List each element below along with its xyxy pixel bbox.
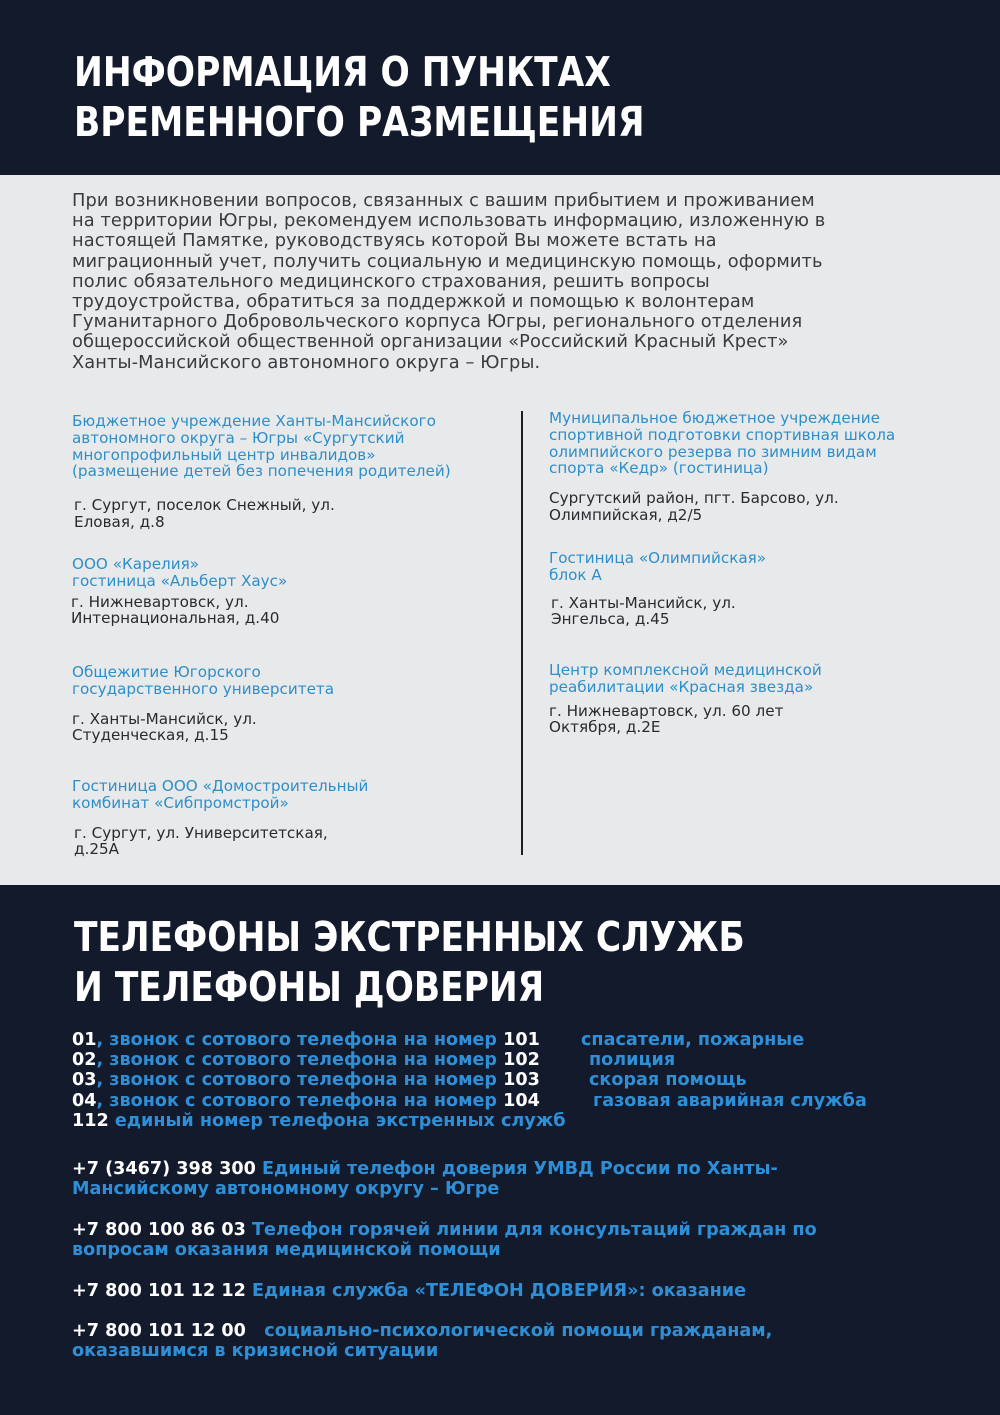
- hotline-text: вопросам оказания медицинской помощи: [72, 1240, 501, 1261]
- facility-address-line: г. Ханты-Мансийск, ул.: [551, 593, 736, 612]
- facility-name-line: блок А: [549, 565, 602, 584]
- emergency-row-text: , звонок с сотового телефона на номер: [96, 1070, 504, 1091]
- facility-address-line: г. Ханты-Мансийск, ул.: [72, 709, 257, 728]
- facility-name-line: спортивной подготовки спортивная школа: [549, 425, 896, 444]
- emergency-row: [72, 1030, 972, 1050]
- emergency-row-left: [72, 1030, 540, 1050]
- facility-card-kedr: [549, 410, 895, 524]
- facility-name: [549, 410, 895, 477]
- facility-name-line: ООО «Карелия»: [72, 555, 200, 573]
- hotline-umvd: [72, 1159, 952, 1200]
- hotline-text: социально-психологической помощи гражданам,: [245, 1321, 773, 1341]
- facility-address: [551, 595, 766, 629]
- emergency-row-left: [72, 1050, 540, 1070]
- facility-name: [72, 778, 368, 812]
- emergency-title-line-1: ТЕЛЕФОНЫ ЭКСТРЕННЫХ СЛУЖБ: [74, 913, 745, 961]
- facility-name-line: Гостиница ООО «Домостроительный: [72, 777, 369, 795]
- intro-line: Ханты-Мансийского автономного округа – Югры.: [72, 351, 541, 373]
- facility-address-line: г. Сургут, ул. Университетская,: [74, 823, 328, 842]
- facility-name-line: спорта «Кедр» (гостиница): [549, 459, 769, 478]
- emergency-row-text: , звонок с сотового телефона на номер: [96, 1050, 504, 1071]
- emergency-section: [0, 885, 1000, 1415]
- facility-address: [71, 594, 287, 628]
- facility-address-line: Олимпийская, д2/5: [549, 505, 703, 524]
- emergency-title: [74, 912, 745, 1012]
- emergency-code: 01: [72, 1030, 97, 1050]
- emergency-row: [72, 1050, 972, 1070]
- facility-card-sibpromstroy: [72, 778, 368, 858]
- facility-name-line: Муниципальное бюджетное учреждение: [549, 409, 880, 427]
- emergency-row-text: , звонок с сотового телефона на номер: [96, 1030, 504, 1050]
- emergency-row: [72, 1070, 972, 1090]
- hotline-text: Единый телефон доверия УМВД России по Ханты-: [255, 1159, 778, 1179]
- emergency-row-left: [72, 1070, 540, 1090]
- facility-name-line: автономного округа – Югры «Сургутский: [72, 428, 405, 447]
- facility-address-line: г. Нижневартовск, ул. 60 лет: [549, 701, 784, 720]
- emergency-row: [72, 1091, 972, 1111]
- facility-address-line: г. Сургут, поселок Снежный, ул.: [74, 496, 335, 515]
- unified-number: 112: [72, 1110, 109, 1131]
- facility-card-olimpiyskaya: [549, 550, 766, 628]
- facility-address-line: Энгельса, д.45: [551, 610, 670, 629]
- emergency-code: 03: [72, 1070, 97, 1091]
- facility-name-line: государственного университета: [72, 679, 335, 698]
- hotline-text: Мансийскому автономному округу – Югре: [72, 1179, 500, 1200]
- emergency-row-left: [72, 1111, 566, 1131]
- hotline-text: оказавшимся в кризисной ситуации: [72, 1341, 439, 1362]
- facility-name-line: гостиница «Альберт Хаус»: [72, 571, 288, 590]
- facility-card-surgut-center: [72, 413, 451, 531]
- intro-line: общероссийской общественной организации «Российский Красный Крест»: [72, 331, 789, 353]
- facility-address-line: г. Нижневартовск, ул.: [71, 592, 249, 611]
- page-title: [74, 47, 644, 147]
- emergency-code: 02: [72, 1050, 97, 1071]
- emergency-service-name: скорая помощь: [589, 1070, 747, 1091]
- intro-line: настоящей Памятке, руководствуясь которой Вы можете встать на: [72, 230, 717, 252]
- page-title-line-1: ИНФОРМАЦИЯ О ПУНКТАХ: [74, 48, 611, 96]
- emergency-unified-row: [72, 1111, 972, 1131]
- intro-line: полис обязательного медицинского страхования, решить вопросы: [72, 270, 710, 292]
- facility-card-university-dorm: [72, 664, 334, 744]
- facility-address-line: Октября, д.2Е: [549, 718, 661, 737]
- hotline-text: Единая служба «ТЕЛЕФОН ДОВЕРИЯ»: оказание: [245, 1281, 747, 1301]
- intro-paragraph: [72, 191, 942, 373]
- hotline-text: Телефон горячей линии для консультаций граждан по: [245, 1220, 817, 1240]
- facility-address-line: д.25А: [74, 840, 120, 859]
- hotline-number: +7 (3467) 398 300: [72, 1159, 256, 1179]
- emergency-row-left: [72, 1091, 540, 1111]
- emergency-code: 04: [72, 1090, 97, 1111]
- facility-name: [549, 550, 766, 584]
- emergency-service-name: спасатели, пожарные: [581, 1030, 805, 1050]
- facility-address-line: Сургутский район, пгт. Барсово, ул.: [549, 489, 839, 508]
- facility-name-line: реабилитации «Красная звезда»: [549, 677, 814, 696]
- intro-line: При возникновении вопросов, связанных с вашим прибытием и проживанием: [72, 190, 815, 211]
- facility-name: [72, 556, 287, 590]
- facility-card-krasnaya-zvezda: [549, 662, 822, 736]
- facility-address-line: Студенческая, д.15: [72, 726, 229, 745]
- facility-name: [72, 413, 451, 480]
- emergency-mobile-number: 104: [503, 1090, 540, 1111]
- facility-address-line: Интернациональная, д.40: [71, 609, 280, 628]
- facility-address: [549, 703, 822, 737]
- hotline-trust-service: [72, 1281, 952, 1301]
- header-band: [0, 0, 1000, 175]
- emergency-service-name: газовая аварийная служба: [593, 1090, 867, 1111]
- emergency-mobile-number: 103: [503, 1070, 540, 1091]
- emergency-mobile-number: 101: [503, 1030, 540, 1050]
- emergency-numbers-list: [72, 1030, 972, 1131]
- facility-name-line: многопрофильный центр инвалидов»: [72, 445, 376, 464]
- intro-line: на территории Югры, рекомендуем использовать информацию, изложенную в: [72, 210, 826, 232]
- facility-card-karelia: [72, 556, 287, 627]
- emergency-service-name: полиция: [589, 1050, 676, 1071]
- emergency-mobile-number: 102: [503, 1050, 540, 1071]
- column-divider: [521, 411, 523, 855]
- facility-name-line: Бюджетное учреждение Ханты-Мансийского: [72, 412, 436, 430]
- facility-address: [72, 711, 334, 745]
- facility-name: [549, 662, 822, 696]
- hotline-number: +7 800 100 86 03: [72, 1220, 246, 1240]
- hotline-psychological: [72, 1321, 952, 1362]
- facility-name-line: (размещение детей без попечения родителей): [72, 462, 451, 481]
- facility-name: [72, 664, 334, 698]
- facility-name-line: олимпийского резерва по зимним видам: [549, 442, 877, 461]
- unified-number-text: единый номер телефона экстренных служб: [108, 1110, 566, 1131]
- intro-line: Гуманитарного Добровольческого корпуса Югры, регионального отделения: [72, 311, 803, 333]
- emergency-row-text: , звонок с сотового телефона на номер: [96, 1090, 504, 1111]
- intro-line: миграционный учет, получить социальную и медицинскую помощь, оформить: [72, 250, 823, 272]
- intro-line: трудоустройства, обратиться за поддержкой и помощью к волонтерам: [72, 291, 755, 313]
- facility-name-line: Гостиница «Олимпийская»: [549, 549, 767, 567]
- facility-name-line: Общежитие Югорского: [72, 663, 261, 681]
- emergency-title-line-2: И ТЕЛЕФОНЫ ДОВЕРИЯ: [74, 963, 545, 1011]
- hotline-number: +7 800 101 12 00: [72, 1321, 246, 1341]
- page-title-line-2: ВРЕМЕННОГО РАЗМЕЩЕНИЯ: [74, 98, 645, 146]
- facility-address: [74, 825, 368, 859]
- facility-address: [74, 497, 451, 531]
- hotline-medical: [72, 1220, 952, 1261]
- facility-name-line: Центр комплексной медицинской: [549, 661, 822, 679]
- facility-address-line: Еловая, д.8: [74, 512, 165, 531]
- hotline-number: +7 800 101 12 12: [72, 1281, 246, 1301]
- facility-address: [549, 490, 895, 524]
- facility-name-line: комбинат «Сибпромстрой»: [72, 793, 289, 812]
